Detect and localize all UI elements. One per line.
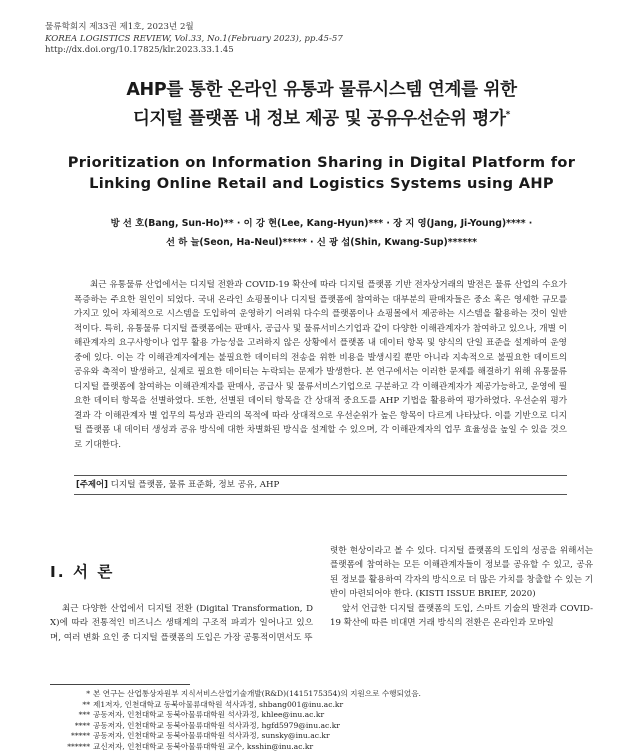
abstract-text: 최근 유통물류 산업에서는 디지털 전환과 COVID-19 확산에 따라 디지털 플랫폼 기반 전자상거래의 발전은 물류 산업의 수요가 폭증하는 주요한 원인이 되었다. 국내 온라인 쇼핑몰이나 디지털 플랫폼에 참여하는 대부분의 판매자들은 중소 혹은 영세한 규모를 가지고 있어 자체적으로 시스템을 도입하여 운영하기 어려워 다수의 플랫폼이나 쇼핑몰에서 제공하는 시스템을 활용하는 것이 일반적이다. 특히, 유통물류 디지털 플랫폼에는 판매사, 공급사 및 물류서비스기업과 같이 다양한 이해관계자가 참여하고 있으나, 개별 이해관계자의 요구사항이나 업무 활용 가능성을 고려하지 않은 상황에서 플랫폼 내 데이터 항목 및 양식의 단일 표준을 설계하여 운영 중에 있다. 이는 각 이해관계자에게는 불필요한 데이터의 전송을 위한 비용을 발생시킬 뿐만 아니라 지속적으로 불필요한 데이트의 공유와 축적이 발생하고, 실제로 필요한 데이터는 누락되는 문제가 발생한다. 본 연구에서는 이러한 문제를 해결하기 위해 유통물류 디지털 플랫폼에 참여하는 이해관계자를 판매사, 공급사 및 물류서비스기업으로 구분하고 각 이해관계자가 제공가능하고, 운영에 필요한 데이터 항목을 선별하였다. 또한, 선별된 데이터 항목을 간 상대적 중요도를 AHP 기법을 활용하여 평가하였다. 우선순위 평가 결과 각 이해관계자 별 업무의 특성과 관리의 목적에 따라 상대적으로 우선순위가 높은 항목이 다르게 나타났다. 이를 기반으로 디지털 플랫폼 내 데이터 생성과 공유 방식에 대한 차별화된 방식을 설계할 수 있으며, 각 이해관계자의 업무 효율성을 높일 수 있을 것으로 기대한다. [74,280,567,451]
body-right-paragraph-2: 앞서 언급한 디지털 플랫폼의 도입, 스마트 기술의 발전과 COVID-19 확산에 따른 비대면 거래 방식의 전환은 온라인과 모바일 [330,603,593,629]
authors-line2: 선 하 늘(Seon, Ha-Neul)***** · 신 광 섭(Shin, Kwang-Sup)****** [166,237,477,248]
journal-header [45,22,343,57]
title-ko-line1: AHP를 통한 온라인 유통과 물류시스템 연계를 위한 [126,80,517,100]
section-heading: Ⅰ. 서 론 [50,563,115,581]
authors-line1: 방 선 호(Bang, Sun-Ho)** · 이 강 현(Lee, Kang-Hyun)*** · 장 지 영(Jang, Ji-Young)**** · [110,218,533,229]
journal-name-ko: 물류학회지 제33권 제1호, 2023년 2월 [45,22,194,32]
title-footnote-mark: * [505,110,511,120]
title-ko-line2-wrap [0,103,643,132]
keywords-text: 디지털 플랫폼, 물류 표준화, 정보 공유, AHP [110,480,280,490]
keywords-top-rule [74,475,567,476]
footnote-item: ** 제1저자, 인천대학교 동북아물류대학원 석사과정, shbang001@inu.ac.kr [82,699,344,709]
journal-name-en: KOREA LOGISTICS REVIEW, Vol.33, No.1(February 2023), pp.45-57 [45,33,343,44]
author-list [0,214,643,252]
title-english [0,152,643,194]
doi-link[interactable]: http://dx.doi.org/10.17825/klr.2023.33.1.45 [45,45,234,56]
footnote-item: **** 공동저자, 인천대학교 동북아물류대학원 석사과정, hgfd5979@inu.ac.kr [74,720,340,730]
title-korean [0,78,643,132]
footnote-item: ***** 공동저자, 인천대학교 동북아물류대학원 석사과정, sunsky@inu.ac.kr [71,731,330,741]
keywords [76,478,279,491]
title-en-line1: Prioritization on Information Sharing in Digital Platform for [67,154,576,171]
body-right-paragraph-1: 렷한 현상이라고 볼 수 있다. 디지털 플랫폼의 도입의 성공을 위해서는 플랫폼에 참여하는 모든 이해관계자들이 정보를 공유할 수 있고, 공유된 정보를 활용하여 각자의 방식으로 더 많은 가치를 창출할 수 있는 기반이 마련되어야 한다. (KISTI ISSUE BRIEF, 2020) [330,546,593,600]
body-right-column [330,544,593,630]
footnote-item: ****** 교신저자, 인천대학교 동북아물류대학원 교수, ksshin@inu.ac.kr [67,741,314,751]
footnotes [50,689,595,753]
keywords-bottom-rule [74,494,567,495]
body-left-column: 최근 다양한 산업에서 디지털 전환 (Digital Transformation, DX)에 따라 전통적인 비즈니스 생태계의 구조적 파괴가 일어나고 있으며, 여러 변화 요인 중 디지털 플랫폼의 도입은 가장 공통적이면서도 뚜 [50,604,313,643]
keywords-label: [주제어] [76,479,108,489]
title-en-line2: Linking Online Retail and Logistics Systems using AHP [89,175,554,192]
footnote-item: * 본 연구는 산업통상자원부 지식서비스산업기술개발(R&D)(1415175354)의 지원으로 수행되었음. [86,689,421,698]
footnote-rule [50,684,190,685]
footnote-item: *** 공동저자, 인천대학교 동북아물류대학원 석사과정, khlee@inu.ac.kr [78,710,325,720]
title-ko-line2: 디지털 플랫폼 내 정보 제공 및 공유우선순위 평가 [132,108,506,129]
